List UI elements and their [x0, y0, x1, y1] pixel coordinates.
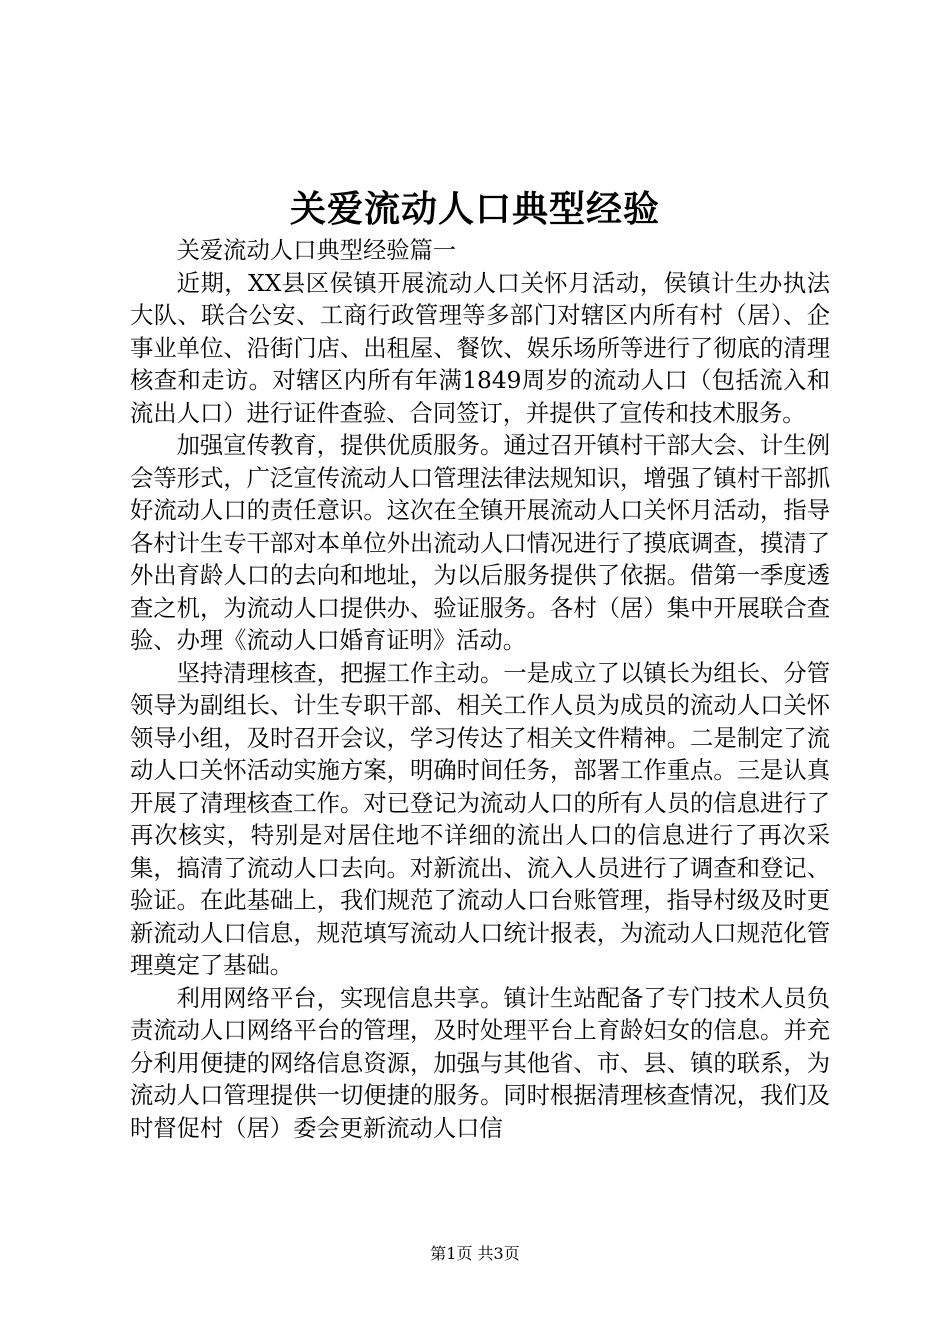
paragraph-3: 坚持清理核查，把握工作主动。一是成立了以镇长为组长、分管领导为副组长、计生专职干部、相关工作人员为成员的流动人口关怀领导小组，及时召开会议，学习传达了相关文件精神。二是制定了流动人口关怀活动实施方案，明确时间任务，部署工作重点。三是认真开展了清理核查工作。对已登记为流动人口的所有人员的信息进行了再次核实，特别是对居住地不详细的流出人口的信息进行了再次采集，搞清了流动人口去向。对新流出、流入人员进行了调查和登记、验证。在此基础上，我们规范了流动人口台账管理，指导村级及时更新流动人口信息，规范填写流动人口统计报表，为流动人口规范化管理奠定了基础。 [130, 659, 830, 979]
page-footer: 第1页 共3页 [430, 1244, 520, 1263]
document-body [130, 235, 830, 1145]
paragraph-4: 利用网络平台，实现信息共享。镇计生站配备了专门技术人员负责流动人口网络平台的管理，及时处理平台上育龄妇女的信息。并充分利用便捷的网络信息资源，加强与其他省、市、县、镇的联系，为流动人口管理提供一切便捷的服务。同时根据清理核查情况，我们及时督促村（居）委会更新流动人口信 [130, 984, 830, 1142]
paragraph-1: 近期，XX县区侯镇开展流动人口关怀月活动，侯镇计生办执法大队、联合公安、工商行政管理等多部门对辖区内所有村（居）、企事业单位、沿街门店、出租屋、餐饮、娱乐场所等进行了彻底的清理核查和走访。对辖区内所有年满1849周岁的流动人口（包括流入和流出人口）进行证件查验、合同签订，并提供了宣传和技术服务。 [130, 269, 830, 427]
document-title: 关爱流动人口典型经验 [289, 188, 660, 230]
paragraph-2: 加强宣传教育，提供优质服务。通过召开镇村干部大会、计生例会等形式，广泛宣传流动人口管理法律法规知识，增强了镇村干部抓好流动人口的责任意识。这次在全镇开展流动人口关怀月活动，指导各村计生专干部对本单位外出流动人口情况进行了摸底调查，摸清了外出育龄人口的去向和地址，为以后服务提供了依据。借第一季度透查之机，为流动人口提供办、验证服务。各村（居）集中开展联合查验、办理《流动人口婚育证明》活动。 [130, 432, 830, 654]
section-heading: 关爱流动人口典型经验篇一 [176, 237, 457, 264]
